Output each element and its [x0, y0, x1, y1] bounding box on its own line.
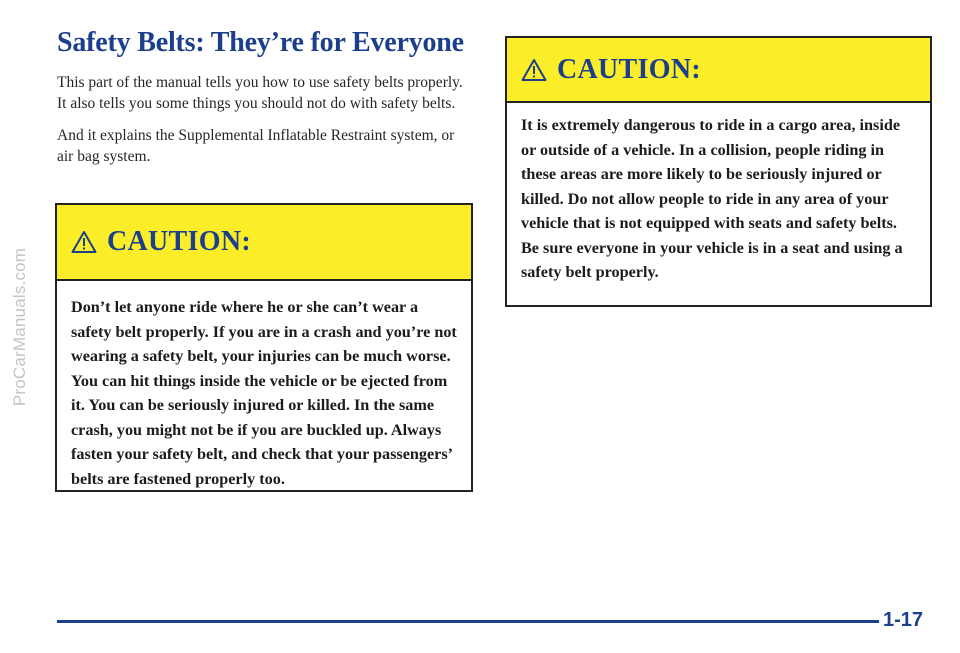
caution-label: CAUTION: — [107, 226, 251, 257]
caution-text: It is extremely dangerous to ride in a cargo area, inside or outside of a vehicle. In a collision, people riding in these areas are more likely to be seriously injured or killed. Do not allow people to ride in any area of your vehicle that is not equipped with seats and safety belts. Be sure everyone in your vehicle is in a seat and using a safety belt properly. — [521, 116, 903, 281]
caution-box-2 — [505, 36, 932, 307]
warning-triangle-icon — [71, 230, 97, 254]
caution-header — [57, 205, 471, 281]
warning-triangle-icon — [521, 58, 547, 82]
footer-rule — [57, 620, 879, 623]
page-number: 1-17 — [883, 609, 924, 631]
caution-label: CAUTION: — [557, 53, 701, 85]
section-title: Safety Belts: They’re for Everyone — [57, 27, 464, 58]
caution-text: Don’t let anyone ride where he or she can’t wear a safety belt properly. If you are in a crash and you’re not wearing a safety belt, your injuries can be much worse. You can hit things inside the vehicle or be ejected from it. You can be seriously injured or killed. In the same crash, you might not be if you are buckled up. Always fasten your safety belt, and check that your passengers’ belts are fastened properly too. — [71, 298, 457, 488]
watermark — [6, 0, 34, 653]
watermark-text: ProCarManuals.com — [10, 247, 29, 406]
intro-paragraph-1: This part of the manual tells you how to use safety belts properly. It also tells you some things you should not do with safety belts. — [57, 74, 463, 112]
caution-box-1 — [55, 203, 473, 492]
caution-header — [507, 38, 930, 103]
intro-paragraph-2: And it explains the Supplemental Inflatable Restraint system, or air bag system. — [57, 127, 455, 165]
intro-text — [57, 72, 472, 178]
